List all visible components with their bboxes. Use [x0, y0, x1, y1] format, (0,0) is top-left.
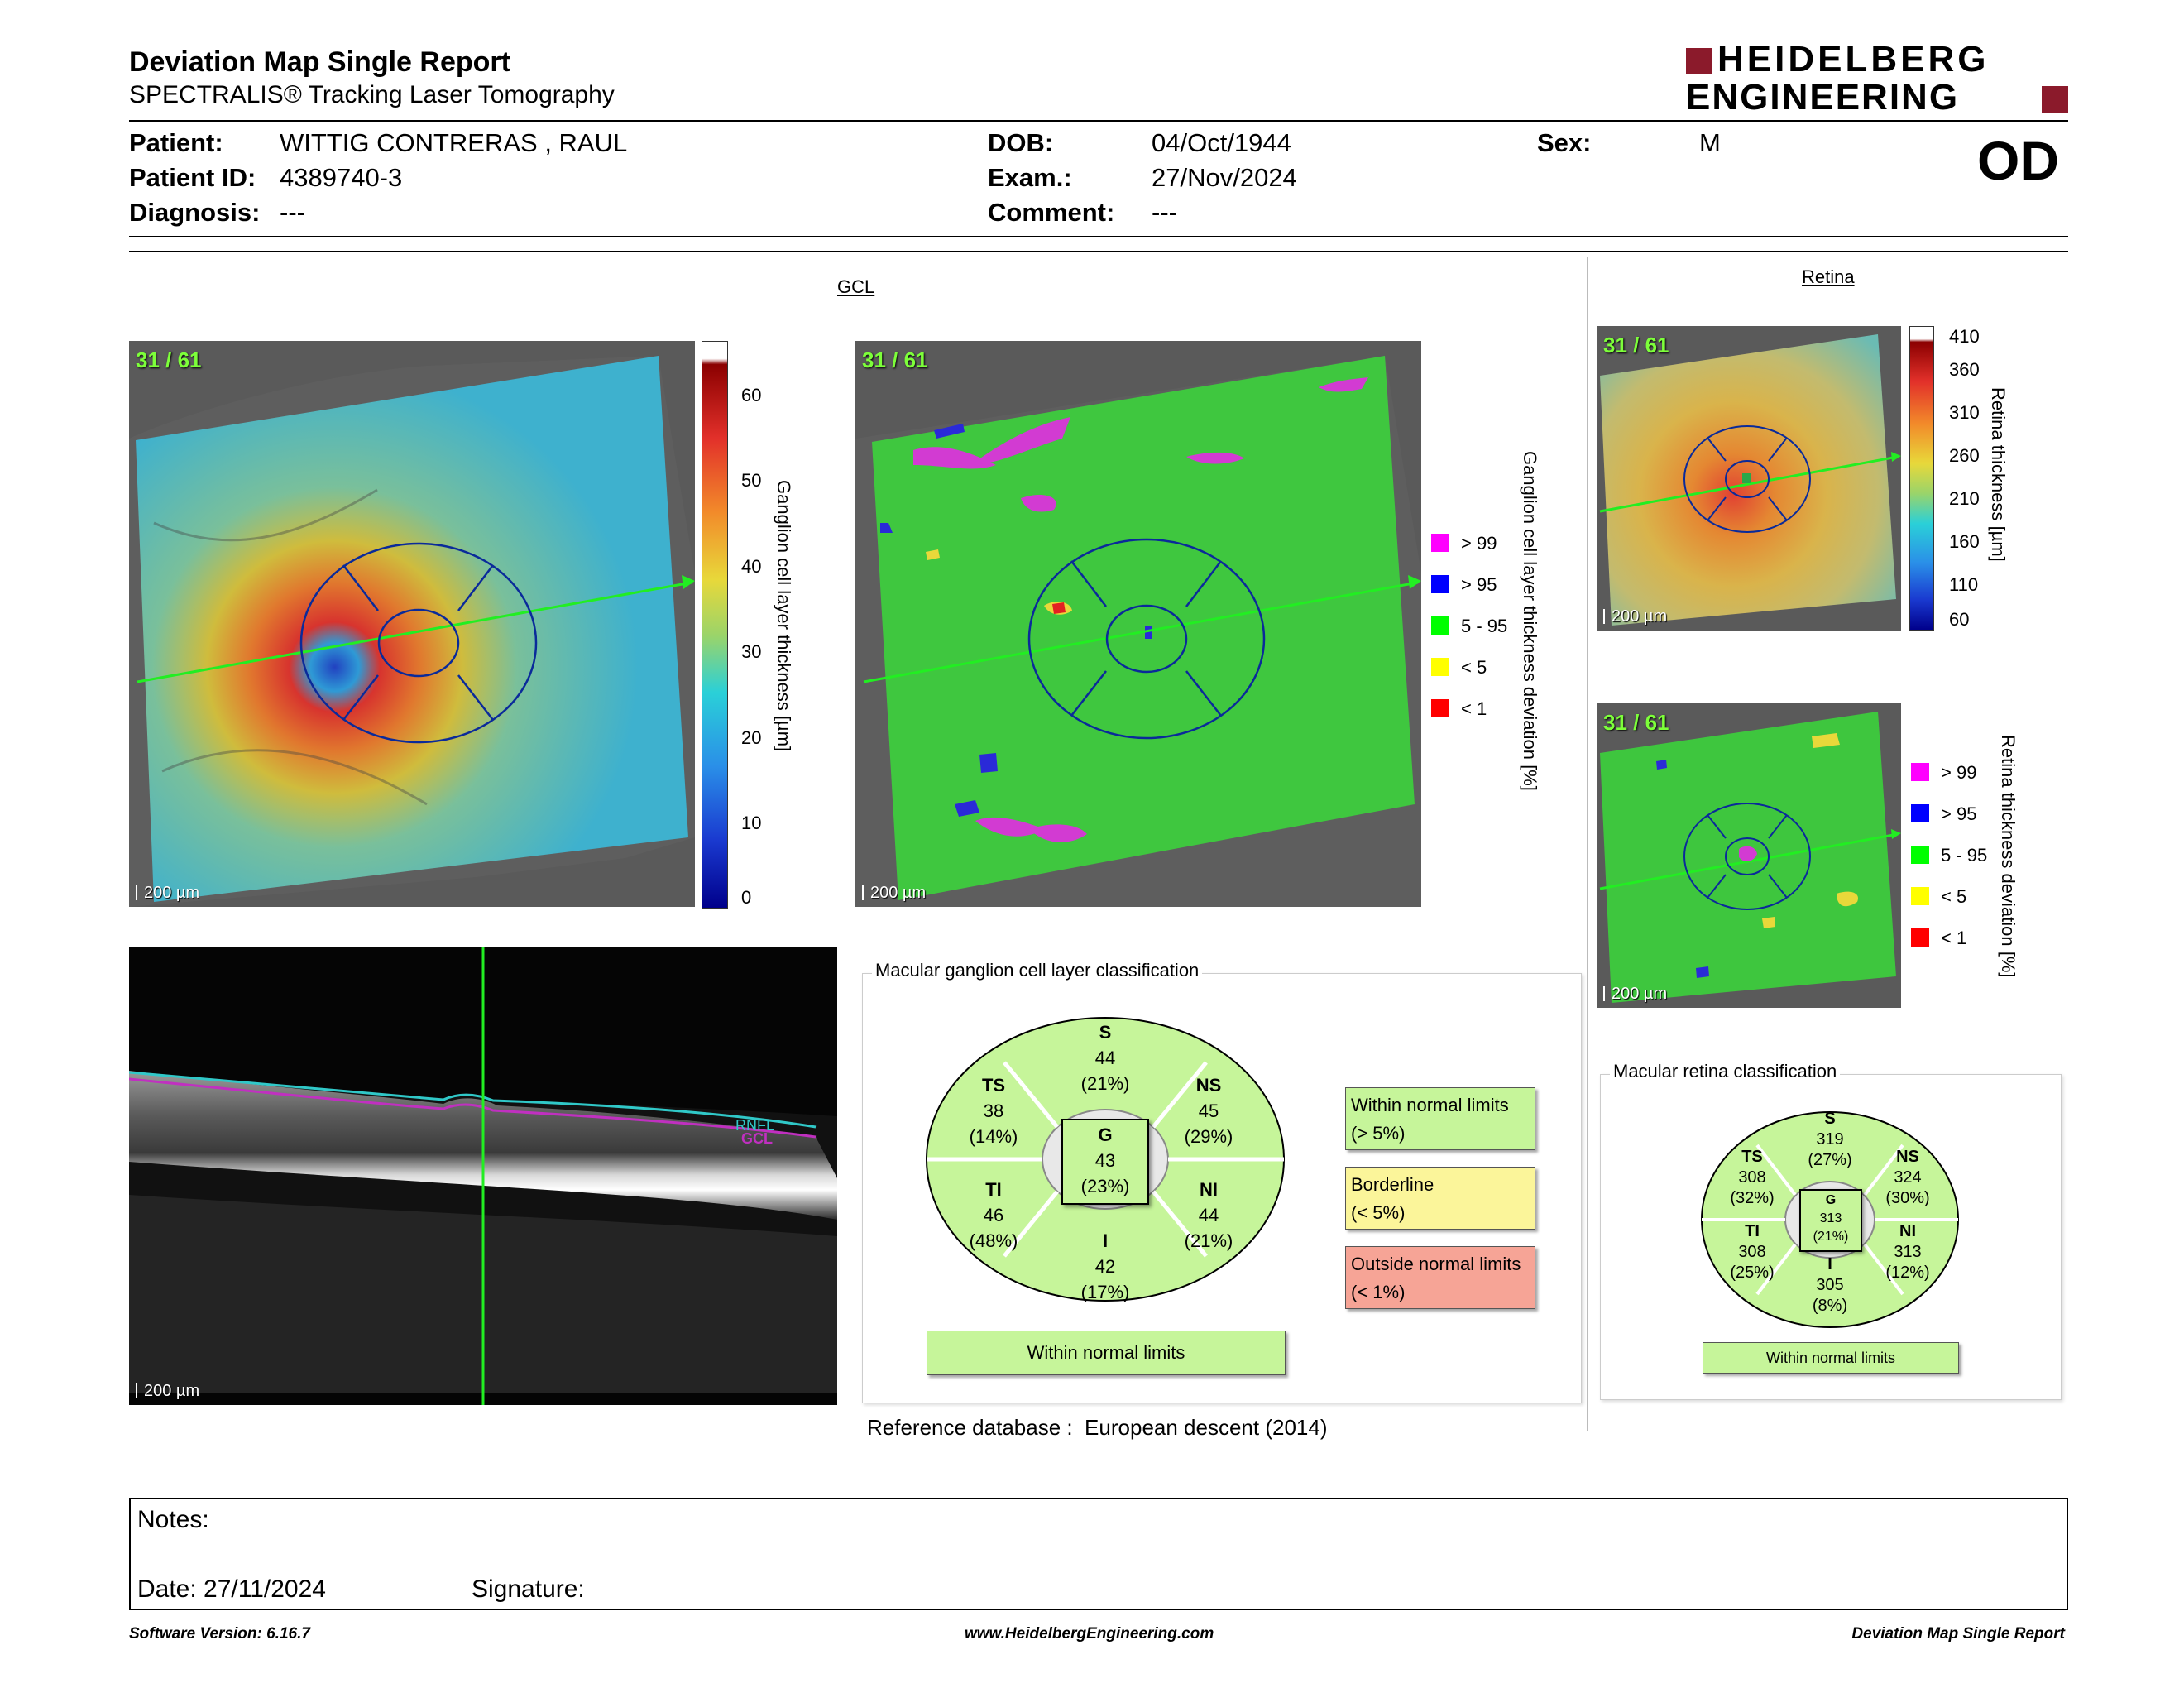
- gcl-tick-50: 50: [741, 470, 762, 491]
- gcl-dev-scale-bar: 200 µm: [862, 885, 926, 900]
- dob-label: DOB:: [988, 128, 1054, 157]
- legend-within-normal: Within normal limits (> 5%): [1345, 1087, 1535, 1150]
- notes-box[interactable]: [129, 1498, 2068, 1610]
- gcl-tick-20: 20: [741, 727, 762, 748]
- reference-database: Reference database : European descent (2014): [867, 1415, 1328, 1440]
- retina-legend-swatch-95: [1911, 804, 1929, 822]
- gcl-legend-label-1: < 1: [1461, 698, 1487, 719]
- gcl-deviation-axis-label: Ganglion cell layer thickness deviation [%]: [1520, 451, 1540, 791]
- retina-legend-label-5-95: 5 - 95: [1941, 845, 1988, 866]
- retina-sector-chart: [1699, 1109, 1961, 1331]
- retina-tick-260: 260: [1949, 445, 1980, 466]
- diagnosis-value: ---: [280, 198, 305, 227]
- gcl-legend-label-5: < 5: [1461, 657, 1487, 678]
- legend-outside-normal: Outside normal limits (< 1%): [1345, 1246, 1535, 1309]
- notes-label: Notes:: [137, 1506, 209, 1533]
- footer-report-name: Deviation Map Single Report: [1851, 1625, 2065, 1642]
- retina-tick-210: 210: [1949, 488, 1980, 509]
- gcl-result-badge: Within normal limits: [927, 1331, 1286, 1375]
- gcl-tick-10: 10: [741, 813, 762, 833]
- retina-tick-160: 160: [1949, 531, 1980, 552]
- retina-legend-swatch-99: [1911, 763, 1929, 781]
- patient-id-label: Patient ID:: [129, 163, 256, 192]
- retina-thickness-axis-label: Retina thickness [µm]: [1988, 387, 2009, 562]
- sex-value: M: [1699, 128, 1721, 157]
- gcl-sector-ns: NS 45 (29%): [1184, 1075, 1233, 1147]
- retina-deviation-axis-label: Retina thickness deviation [%]: [1998, 735, 2019, 978]
- retina-legend-label-99: > 99: [1941, 762, 1977, 783]
- oct-scale-bar: 200 µm: [136, 1383, 199, 1398]
- retina-thickness-map: [1597, 326, 1901, 631]
- retina-deviation-map: [1597, 703, 1901, 1008]
- retina-tick-310: 310: [1949, 402, 1980, 423]
- software-version: Software Version: 6.16.7: [129, 1625, 310, 1642]
- gcl-sector-ts: TS 38 (14%): [969, 1075, 1018, 1147]
- retina-sector-ti: TI 308 (25%): [1730, 1222, 1774, 1282]
- retina-scan-badge: 31 / 61: [1603, 333, 1669, 357]
- gcl-thickness-colorbar: [702, 341, 728, 909]
- gcl-sector-chart: [923, 1014, 1287, 1304]
- retina-legend-swatch-1: [1911, 928, 1929, 947]
- gcl-tick-0: 0: [741, 887, 752, 908]
- gcl-legend-label-99: > 99: [1461, 533, 1497, 554]
- legend-borderline: Borderline (< 5%): [1345, 1167, 1535, 1230]
- heidelberg-logo: HEIDELBERG ENGINEERING: [1686, 46, 2068, 116]
- retina-sector-ns: NS 324 (30%): [1885, 1148, 1930, 1207]
- report-subtitle: SPECTRALIS® Tracking Laser Tomography: [129, 81, 615, 108]
- gcl-tick-60: 60: [741, 385, 762, 405]
- gcl-sector-i: I 42 (17%): [1080, 1230, 1130, 1302]
- retina-sector-s: S 319 (27%): [1808, 1110, 1852, 1169]
- retina-tick-360: 360: [1949, 359, 1980, 380]
- retina-sector-ts: TS 308 (32%): [1730, 1148, 1774, 1207]
- patient-name: WITTIG CONTRERAS , RAUL: [280, 128, 628, 157]
- exam-value: 27/Nov/2024: [1152, 163, 1297, 192]
- diagnosis-label: Diagnosis:: [129, 198, 261, 227]
- retina-result-badge: Within normal limits: [1703, 1342, 1959, 1374]
- retina-legend-label-1: < 1: [1941, 928, 1967, 948]
- signature-label: Signature:: [472, 1575, 585, 1603]
- gcl-deviation-map: [855, 341, 1421, 907]
- retina-legend-label-5: < 5: [1941, 886, 1967, 907]
- gcl-sector-ti: TI 46 (48%): [969, 1179, 1018, 1251]
- patient-id: 4389740-3: [280, 163, 403, 192]
- retina-tick-410: 410: [1949, 326, 1980, 347]
- retina-scale-bar: 200 µm: [1603, 609, 1667, 624]
- gcl-section-title: GCL: [837, 276, 875, 297]
- gcl-legend-swatch-95: [1431, 575, 1449, 593]
- gcl-dev-scan-badge: 31 / 61: [862, 348, 928, 372]
- gcl-sector-s: S 44 (21%): [1080, 1022, 1130, 1094]
- patient-label: Patient:: [129, 128, 223, 157]
- gcl-tick-30: 30: [741, 641, 762, 662]
- comment-label: Comment:: [988, 198, 1115, 227]
- retina-tick-60: 60: [1949, 609, 1970, 630]
- gcl-thickness-axis-label: Ganglion cell layer thickness [µm]: [774, 480, 794, 752]
- retina-sector-ni: NI 313 (12%): [1885, 1222, 1930, 1282]
- retina-tick-110: 110: [1949, 574, 1979, 595]
- retina-section-title: Retina: [1802, 266, 1855, 287]
- retina-legend-swatch-5: [1911, 887, 1929, 905]
- date-label: Date: 27/11/2024: [137, 1575, 326, 1603]
- column-divider: [1587, 257, 1588, 1431]
- retina-dev-scan-badge: 31 / 61: [1603, 710, 1669, 735]
- retina-legend-label-95: > 95: [1941, 803, 1977, 824]
- website-link[interactable]: www.HeidelbergEngineering.com: [965, 1625, 1214, 1642]
- gcl-scale-bar: 200 µm: [136, 885, 199, 900]
- exam-label: Exam.:: [988, 163, 1072, 192]
- gcl-legend-label-95: > 95: [1461, 574, 1497, 595]
- gcl-sector-ni: NI 44 (21%): [1184, 1179, 1233, 1251]
- report-title: Deviation Map Single Report: [129, 46, 510, 78]
- retina-thickness-colorbar: [1909, 326, 1934, 631]
- gcl-scan-badge: 31 / 61: [136, 348, 202, 372]
- patient-rule-1: [129, 236, 2068, 237]
- oct-bscan: [129, 947, 837, 1405]
- gcl-legend-swatch-99: [1431, 534, 1449, 552]
- retina-classification-title: Macular retina classification: [1610, 1061, 1840, 1082]
- gcl-layer-label: GCL: [741, 1130, 773, 1147]
- rnfl-layer-label: RNFL: [735, 1117, 775, 1134]
- gcl-thickness-map: [129, 341, 695, 907]
- gcl-legend-label-5-95: 5 - 95: [1461, 616, 1508, 636]
- eye-label: OD: [1977, 130, 2059, 191]
- dob-value: 04/Oct/1944: [1152, 128, 1291, 157]
- retina-sector-i: I 305 (8%): [1812, 1255, 1848, 1315]
- gcl-classification-title: Macular ganglion cell layer classification: [872, 960, 1202, 981]
- gcl-legend-swatch-5-95: [1431, 616, 1449, 635]
- retina-dev-scale-bar: 200 µm: [1603, 986, 1667, 1001]
- patient-rule-2: [129, 251, 2068, 252]
- gcl-tick-40: 40: [741, 556, 762, 577]
- retina-legend-swatch-5-95: [1911, 846, 1929, 864]
- comment-value: ---: [1152, 198, 1177, 227]
- gcl-sector-g: G 43 (23%): [1080, 1125, 1130, 1196]
- header-rule: [129, 120, 2068, 122]
- retina-sector-g: G 313 (21%): [1813, 1193, 1849, 1244]
- sex-label: Sex:: [1537, 128, 1592, 157]
- gcl-legend-swatch-5: [1431, 658, 1449, 676]
- gcl-legend-swatch-1: [1431, 699, 1449, 717]
